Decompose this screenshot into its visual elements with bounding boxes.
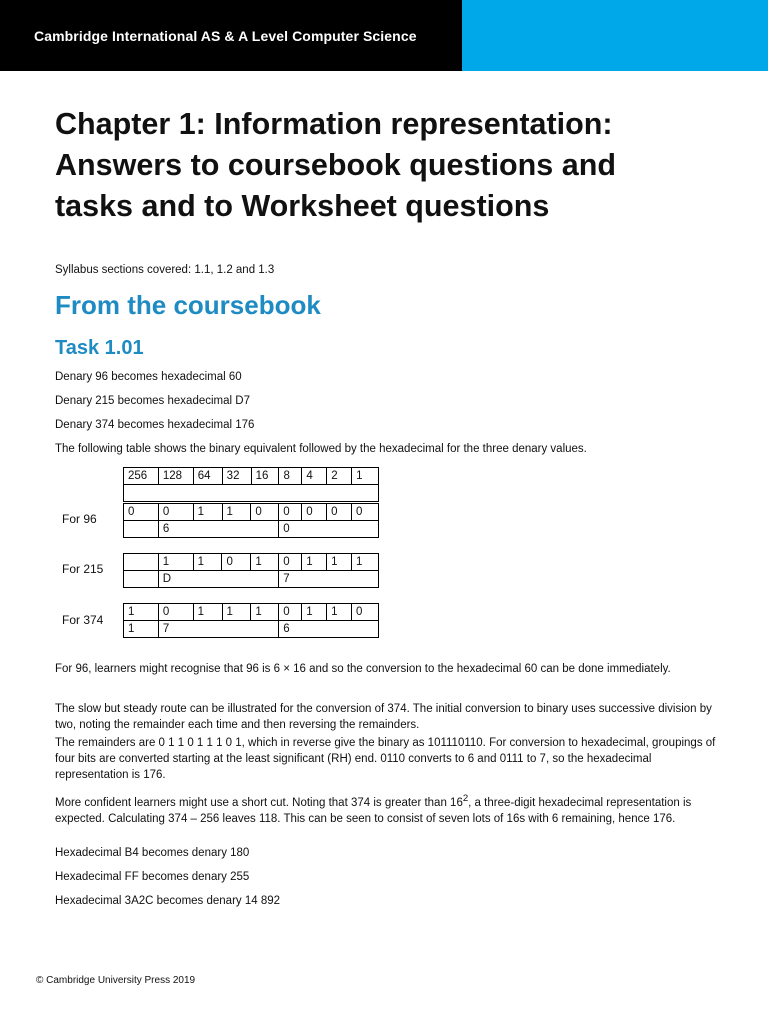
place-value-cell: 128 [158, 468, 193, 485]
conversion-table-96 [123, 503, 379, 538]
bit-cell [124, 554, 159, 571]
syllabus-text: Syllabus sections covered: 1.1, 1.2 and 1.3 [55, 264, 275, 276]
bit-cell: 1 [302, 604, 327, 621]
bit-cell: 0 [327, 504, 352, 521]
paragraph-96-shortcut: For 96, learners might recognise that 96 is 6 × 16 and so the conversion to the hexadecimal 60 can be done immediately. [55, 663, 671, 675]
chapter-title [55, 104, 735, 227]
bit-cell: 1 [302, 554, 327, 571]
hex-row [124, 571, 379, 588]
bit-cell: 0 [124, 504, 159, 521]
bit-cell: 1 [251, 554, 279, 571]
header-blue-band [462, 0, 768, 71]
bit-cell: 1 [222, 504, 251, 521]
chapter-title-line-2: Answers to coursebook questions and [55, 148, 616, 182]
line-denary-215: Denary 215 becomes hexadecimal D7 [55, 395, 250, 407]
bit-cell: 0 [352, 504, 379, 521]
bit-cell: 1 [327, 604, 352, 621]
paragraph-remainders: The remainders are 0 1 1 0 1 1 1 0 1, which in reverse give the binary as 101110110. For conversion to hexadecimal, groupings of four bits are converted starting at the least significant (RH) end. 0110 converts to 6 and 0111 to 7, so the hexadecimal representation is 176. [55, 737, 716, 781]
chapter-title-line-3: tasks and to Worksheet questions [55, 189, 550, 223]
bit-cell: 0 [222, 554, 251, 571]
chapter-title-line-1: Chapter 1: Information representation: [55, 107, 613, 141]
hex-cell: D [158, 571, 278, 588]
bit-cell: 1 [193, 504, 222, 521]
header-title: Cambridge International AS & A Level Computer Science [34, 27, 417, 44]
hex-cell: 7 [158, 621, 278, 638]
place-value-cell: 2 [327, 468, 352, 485]
bit-cell: 0 [279, 504, 302, 521]
bit-cell: 1 [222, 604, 251, 621]
bit-cell: 1 [158, 554, 193, 571]
place-value-cell: 4 [302, 468, 327, 485]
superscript-exponent: 2 [462, 793, 469, 804]
binary-row [124, 604, 379, 621]
line-hex-3a2c: Hexadecimal 3A2C becomes denary 14 892 [55, 895, 281, 907]
short-cut-text-start: More confident learners might use a short cut. Noting that 374 is greater than 16 [55, 796, 463, 809]
bit-cell: 1 [193, 604, 222, 621]
task-heading: Task 1.01 [55, 337, 144, 359]
place-value-cell: 8 [279, 468, 302, 485]
label-for-215: For 215 [62, 562, 104, 576]
empty-cell [124, 485, 379, 502]
bit-cell: 0 [158, 604, 193, 621]
bit-cell: 1 [251, 604, 279, 621]
place-value-table [123, 467, 379, 502]
place-value-row [124, 468, 379, 485]
bit-cell: 0 [352, 604, 379, 621]
bit-cell: 0 [279, 604, 302, 621]
header-black-band [0, 0, 462, 71]
binary-row [124, 504, 379, 521]
bit-cell: 1 [193, 554, 222, 571]
hex-row [124, 521, 379, 538]
hex-cell: 1 [124, 621, 159, 638]
line-denary-96: Denary 96 becomes hexadecimal 60 [55, 371, 242, 383]
paragraph-short-cut [55, 791, 720, 827]
line-hex-ff: Hexadecimal FF becomes denary 255 [55, 871, 250, 883]
bit-cell: 0 [251, 504, 279, 521]
hex-cell: 7 [279, 571, 379, 588]
place-value-cell: 16 [251, 468, 279, 485]
label-for-96: For 96 [62, 512, 97, 526]
copyright-footer: © Cambridge University Press 2019 [36, 975, 196, 986]
paragraph-slow-route: The slow but steady route can be illustrated for the conversion of 374. The initial conversion to binary uses successive division by two, noting the remainder each time and then reversing the remainders. [55, 703, 712, 731]
conversion-table-215 [123, 553, 379, 588]
hex-cell: 6 [279, 621, 379, 638]
hex-cell: 0 [279, 521, 379, 538]
bit-cell: 1 [352, 554, 379, 571]
conversion-table-374 [123, 603, 379, 638]
bit-cell: 1 [124, 604, 159, 621]
line-table-intro: The following table shows the binary equivalent followed by the hexadecimal for the three denary values. [55, 443, 587, 455]
place-value-cell: 64 [193, 468, 222, 485]
line-hex-b4: Hexadecimal B4 becomes denary 180 [55, 847, 250, 859]
place-value-spacer-row [124, 485, 379, 502]
section-heading: From the coursebook [55, 290, 321, 320]
short-cut-text-end: , a three-digit hexadecimal representation is expected. Calculating 374 – 256 leaves 118. This can be seen to consist of seven lots of 16s with 6 remaining, hence 176. [55, 796, 692, 825]
place-value-cell: 32 [222, 468, 251, 485]
bit-cell: 0 [158, 504, 193, 521]
place-value-cell: 256 [124, 468, 159, 485]
bit-cell: 1 [327, 554, 352, 571]
bit-cell: 0 [302, 504, 327, 521]
label-for-374: For 374 [62, 613, 104, 627]
page-header [0, 0, 768, 71]
place-value-cell: 1 [352, 468, 379, 485]
hex-cell: 6 [158, 521, 278, 538]
line-denary-374: Denary 374 becomes hexadecimal 176 [55, 419, 255, 431]
hex-cell [124, 571, 159, 588]
bit-cell: 0 [279, 554, 302, 571]
hex-row [124, 621, 379, 638]
hex-cell [124, 521, 159, 538]
binary-row [124, 554, 379, 571]
